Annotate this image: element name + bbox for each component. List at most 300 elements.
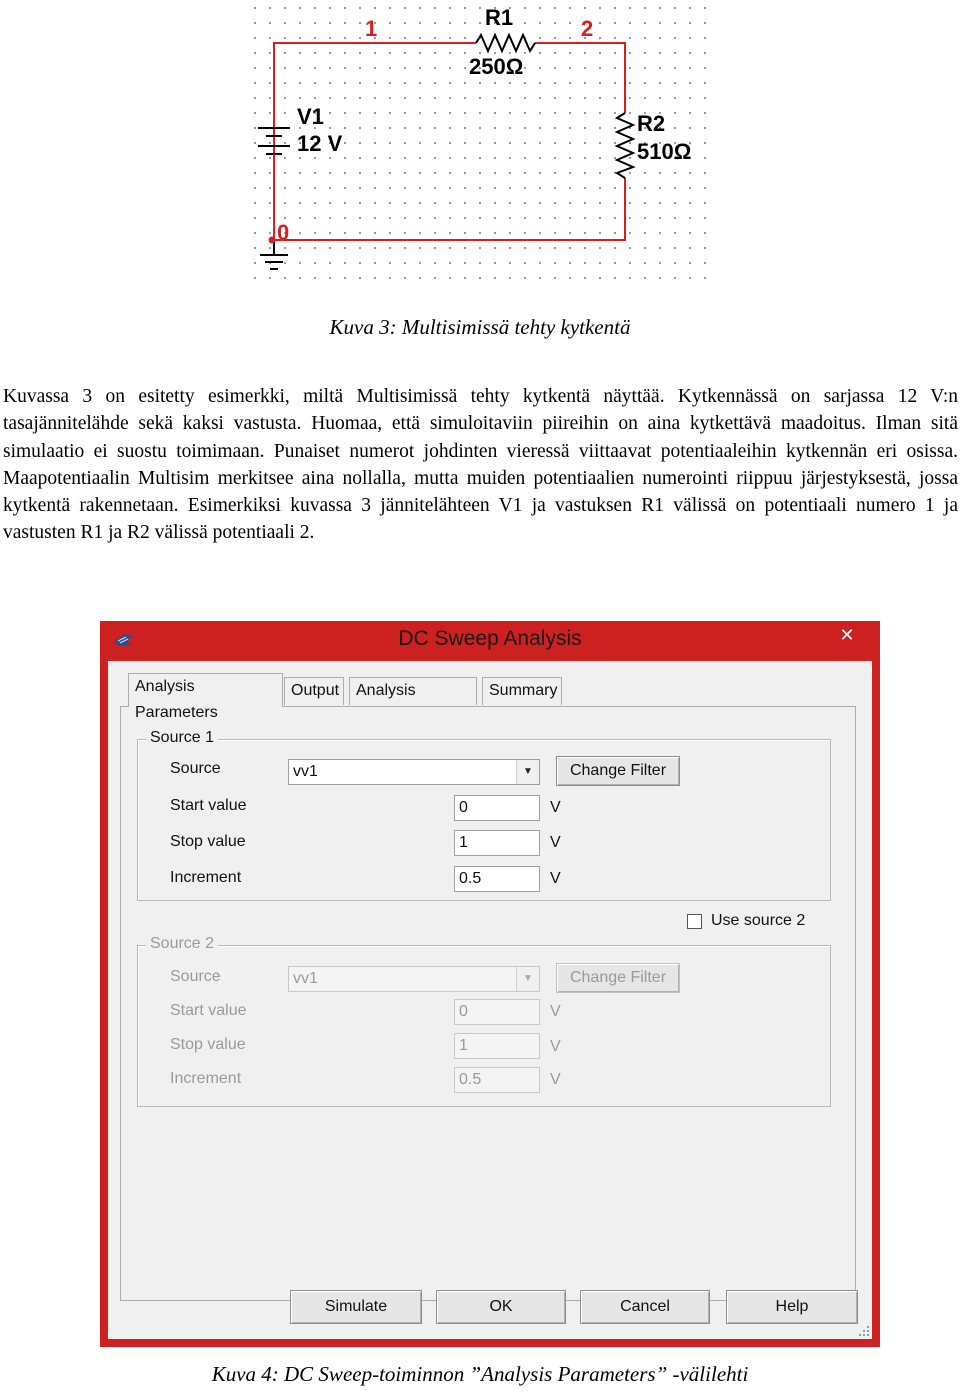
grid-dot xyxy=(434,67,436,69)
paragraph-text: Kuvassa 3 on esitetty esimerkki, miltä Multisimissä tehty kytkentä näyttää. Kytkennässä on sarjassa 12 V:n tasajännitelähde sekä kaksi vastusta. Huomaa, että simuloitaviin piireihin on aina kytkettävä maadoitus. Ilman sitä simulaatio ei suostu toimimaan. Punaiset numerot johdinten vieressä viittaavat potentiaaleihin kytkennän eri osissa. Maapotentiaalin Multisim merkitsee aina nollalla, mutta muiden potentiaalien numerointi riippuu järjestyksestä, jossa kytkentä rakennetaan. Esimerkiksi kuvassa 3 jännitelähteen V1 ja vastuksen R1 välissä on potentiaali numero 1 ja vastusten R1 ja R2 välissä potentiaali 2. xyxy=(3,386,958,544)
grid-dot xyxy=(674,172,676,174)
grid-dot xyxy=(464,52,466,54)
grid-dot xyxy=(539,67,541,69)
grid-dot xyxy=(404,187,406,189)
grid-dot xyxy=(509,247,511,249)
grid-dot xyxy=(689,217,691,219)
grid-dot xyxy=(554,157,556,159)
grid-dot xyxy=(434,202,436,204)
grid-dot xyxy=(674,127,676,129)
grid-dot xyxy=(314,37,316,39)
grid-dot xyxy=(659,52,661,54)
grid-dot xyxy=(599,52,601,54)
grid-dot xyxy=(599,157,601,159)
grid-dot xyxy=(434,142,436,144)
grid-dot xyxy=(674,232,676,234)
grid-dot xyxy=(554,232,556,234)
grid-dot xyxy=(569,202,571,204)
grid-dot xyxy=(584,7,586,9)
grid-dot xyxy=(674,277,676,279)
grid-dot xyxy=(389,97,391,99)
grid-dot xyxy=(479,142,481,144)
grid-dot xyxy=(344,202,346,204)
grid-dot xyxy=(704,142,706,144)
grid-dot xyxy=(359,277,361,279)
grid-dot xyxy=(704,22,706,24)
source1-increment-label: Increment xyxy=(170,869,242,886)
grid-dot xyxy=(254,262,256,264)
grid-dot xyxy=(419,127,421,129)
grid-dot xyxy=(584,157,586,159)
grid-dot xyxy=(494,112,496,114)
grid-dot xyxy=(344,217,346,219)
grid-dot xyxy=(524,157,526,159)
grid-dot xyxy=(299,82,301,84)
grid-dot xyxy=(704,7,706,9)
grid-dot xyxy=(569,82,571,84)
grid-dot xyxy=(614,247,616,249)
simulate-button[interactable]: Simulate xyxy=(290,1290,422,1324)
grid-dot xyxy=(434,127,436,129)
grid-dot xyxy=(569,52,571,54)
resize-grip-icon[interactable] xyxy=(856,1323,870,1337)
change-filter-button-source2[interactable]: Change Filter xyxy=(556,963,680,993)
grid-dot xyxy=(449,232,451,234)
grid-dot xyxy=(644,37,646,39)
grid-dot xyxy=(254,232,256,234)
grid-dot xyxy=(329,112,331,114)
grid-dot xyxy=(599,187,601,189)
grid-dot xyxy=(554,127,556,129)
grid-dot xyxy=(569,172,571,174)
grid-dot xyxy=(704,157,706,159)
grid-dot xyxy=(584,97,586,99)
grid-dot xyxy=(644,97,646,99)
grid-dot xyxy=(554,37,556,39)
grid-dot xyxy=(629,52,631,54)
grid-dot xyxy=(584,187,586,189)
grid-dot xyxy=(704,82,706,84)
grid-dot xyxy=(284,22,286,24)
chevron-down-icon[interactable]: ▼ xyxy=(516,967,539,991)
grid-dot xyxy=(569,7,571,9)
grid-dot xyxy=(659,172,661,174)
grid-dot xyxy=(374,97,376,99)
grid-dot xyxy=(614,112,616,114)
grid-dot xyxy=(269,217,271,219)
grid-dot xyxy=(674,52,676,54)
grid-dot xyxy=(659,277,661,279)
grid-dot xyxy=(674,97,676,99)
grid-dot xyxy=(344,52,346,54)
dc-sweep-dialog xyxy=(100,621,880,1347)
grid-dot xyxy=(554,52,556,54)
grid-dot xyxy=(359,97,361,99)
grid-dot xyxy=(479,97,481,99)
grid-dot xyxy=(314,262,316,264)
grid-dot xyxy=(419,277,421,279)
grid-dot xyxy=(254,82,256,84)
grid-dot xyxy=(689,172,691,174)
grid-dot xyxy=(419,247,421,249)
grid-dot xyxy=(449,157,451,159)
grid-dot xyxy=(689,202,691,204)
grid-dot xyxy=(389,202,391,204)
grid-dot xyxy=(569,22,571,24)
grid-dot xyxy=(434,262,436,264)
grid-dot xyxy=(404,82,406,84)
grid-dot xyxy=(494,202,496,204)
grid-dot xyxy=(539,202,541,204)
grid-dot xyxy=(314,7,316,9)
grid-dot xyxy=(689,67,691,69)
grid-dot xyxy=(284,262,286,264)
grid-dot xyxy=(269,142,271,144)
grid-dot xyxy=(704,172,706,174)
source1-select[interactable] xyxy=(288,759,540,785)
grid-dot xyxy=(524,82,526,84)
grid-dot xyxy=(539,112,541,114)
r1-value: 250Ω xyxy=(469,54,524,79)
grid-dot xyxy=(644,247,646,249)
grid-dot xyxy=(404,172,406,174)
grid-dot xyxy=(494,97,496,99)
grid-dot xyxy=(374,82,376,84)
grid-dot xyxy=(659,97,661,99)
source2-select[interactable] xyxy=(288,966,540,992)
grid-dot xyxy=(584,202,586,204)
grid-dot xyxy=(539,172,541,174)
grid-dot xyxy=(254,97,256,99)
close-icon: ✕ xyxy=(839,625,855,646)
source2-stop-input[interactable]: 1 xyxy=(454,1033,540,1059)
resistor-r1 xyxy=(476,35,535,51)
help-button[interactable]: Help xyxy=(726,1290,858,1324)
source2-increment-label: Increment xyxy=(170,1070,242,1087)
source1-increment-unit: V xyxy=(550,870,561,887)
v1-value: 12 V xyxy=(297,131,343,156)
grid-dot xyxy=(329,97,331,99)
grid-dot xyxy=(419,157,421,159)
grid-dot xyxy=(524,262,526,264)
grid-dot xyxy=(554,82,556,84)
grid-dot xyxy=(464,127,466,129)
use-source2-checkbox[interactable] xyxy=(687,914,702,929)
grid-dot xyxy=(254,217,256,219)
source1-group-title: Source 1 xyxy=(146,729,218,747)
grid-dot xyxy=(479,232,481,234)
grid-dot xyxy=(644,52,646,54)
grid-dot xyxy=(524,127,526,129)
grid-dot xyxy=(254,247,256,249)
grid-dot xyxy=(539,97,541,99)
grid-dot xyxy=(254,127,256,129)
grid-dot xyxy=(479,82,481,84)
grid-dot xyxy=(659,217,661,219)
grid-dot xyxy=(509,262,511,264)
grid-dot xyxy=(614,127,616,129)
grid-dot xyxy=(674,22,676,24)
grid-dot xyxy=(644,262,646,264)
grid-dot xyxy=(599,97,601,99)
grid-dot xyxy=(539,127,541,129)
grid-dot xyxy=(494,247,496,249)
grid-dot xyxy=(254,172,256,174)
grid-dot xyxy=(434,172,436,174)
grid-dot xyxy=(524,247,526,249)
grid-dot xyxy=(599,202,601,204)
grid-dot xyxy=(254,142,256,144)
grid-dot xyxy=(269,202,271,204)
grid-dot xyxy=(524,7,526,9)
grid-dot xyxy=(284,97,286,99)
grid-dot xyxy=(674,217,676,219)
grid-dot xyxy=(449,142,451,144)
ground-node-dot xyxy=(269,237,276,244)
grid-dot xyxy=(629,7,631,9)
grid-dot xyxy=(599,142,601,144)
grid-dot xyxy=(389,127,391,129)
grid-dot xyxy=(554,262,556,264)
grid-dot xyxy=(674,187,676,189)
grid-dot xyxy=(524,232,526,234)
grid-dot xyxy=(374,172,376,174)
grid-dot xyxy=(329,127,331,129)
grid-dot xyxy=(539,22,541,24)
grid-dot xyxy=(389,172,391,174)
grid-dot xyxy=(509,97,511,99)
grid-dot xyxy=(329,277,331,279)
grid-dot xyxy=(449,217,451,219)
grid-dot xyxy=(689,127,691,129)
grid-dot xyxy=(389,232,391,234)
grid-dot xyxy=(329,22,331,24)
grid-dot xyxy=(254,67,256,69)
grid-dot xyxy=(269,247,271,249)
grid-dot xyxy=(584,172,586,174)
grid-dot xyxy=(674,82,676,84)
resistor-r2 xyxy=(617,113,633,178)
source2-start-input[interactable]: 0 xyxy=(454,999,540,1025)
grid-dot xyxy=(614,82,616,84)
grid-dot xyxy=(449,202,451,204)
grid-dot xyxy=(524,22,526,24)
grid-dot xyxy=(269,172,271,174)
grid-dot xyxy=(464,157,466,159)
grid-dot xyxy=(299,7,301,9)
grid-dot xyxy=(689,82,691,84)
close-button[interactable] xyxy=(824,622,870,650)
grid-dot xyxy=(314,217,316,219)
grid-dot xyxy=(299,217,301,219)
grid-dot xyxy=(299,172,301,174)
grid-dot xyxy=(434,112,436,114)
grid-dot xyxy=(359,37,361,39)
grid-dot xyxy=(584,277,586,279)
grid-dot xyxy=(614,217,616,219)
grid-dot xyxy=(584,52,586,54)
grid-dot xyxy=(329,232,331,234)
r2-value: 510Ω xyxy=(637,139,692,164)
grid-dot xyxy=(569,157,571,159)
grid-dot xyxy=(629,277,631,279)
tab-analysis-options[interactable]: Analysis xyxy=(349,677,477,705)
grid-dot xyxy=(464,22,466,24)
grid-dot xyxy=(299,157,301,159)
grid-dot xyxy=(599,277,601,279)
cancel-button[interactable]: Cancel xyxy=(580,1290,710,1324)
grid-dot xyxy=(614,67,616,69)
grid-dot xyxy=(374,112,376,114)
grid-dot xyxy=(254,202,256,204)
grid-dot xyxy=(599,7,601,9)
grid-dot xyxy=(329,67,331,69)
source1-stop-input[interactable]: 1 xyxy=(454,830,540,856)
grid-dot xyxy=(614,7,616,9)
grid-dot xyxy=(269,277,271,279)
grid-dot xyxy=(269,97,271,99)
source1-start-input[interactable]: 0 xyxy=(454,795,540,821)
tab-summary[interactable]: Summary xyxy=(482,677,562,705)
grid-dot xyxy=(344,142,346,144)
source2-stop-label: Stop value xyxy=(170,1036,246,1053)
grid-dot xyxy=(644,202,646,204)
grid-dot xyxy=(344,112,346,114)
grid-dot xyxy=(374,52,376,54)
grid-dot xyxy=(389,217,391,219)
grid-dot xyxy=(629,262,631,264)
source1-increment-input[interactable]: 0.5 xyxy=(454,866,540,892)
v1-name: V1 xyxy=(297,104,324,129)
grid-dot xyxy=(629,97,631,99)
grid-dot xyxy=(254,157,256,159)
grid-dot xyxy=(599,247,601,249)
grid-dot xyxy=(329,187,331,189)
grid-dot xyxy=(479,202,481,204)
grid-dot xyxy=(554,97,556,99)
grid-dot xyxy=(419,262,421,264)
grid-dot xyxy=(464,97,466,99)
grid-dot xyxy=(494,187,496,189)
grid-dot xyxy=(299,52,301,54)
grid-dot xyxy=(599,127,601,129)
grid-dot xyxy=(704,247,706,249)
grid-dot xyxy=(449,52,451,54)
grid-dot xyxy=(629,82,631,84)
grid-dot xyxy=(284,187,286,189)
grid-dot xyxy=(269,82,271,84)
source2-source-label: Source xyxy=(170,968,221,985)
grid-dot xyxy=(299,22,301,24)
grid-dot xyxy=(284,37,286,39)
grid-dot xyxy=(344,22,346,24)
grid-dot xyxy=(614,202,616,204)
grid-dot xyxy=(434,82,436,84)
source2-start-unit: V xyxy=(550,1003,561,1020)
grid-dot xyxy=(674,202,676,204)
grid-dot xyxy=(269,7,271,9)
grid-dot xyxy=(314,277,316,279)
source2-increment-input[interactable]: 0.5 xyxy=(454,1067,540,1093)
grid-dot xyxy=(404,112,406,114)
grid-dot xyxy=(629,112,631,114)
chevron-down-icon[interactable]: ▼ xyxy=(516,760,539,784)
grid-dot xyxy=(404,247,406,249)
grid-dot xyxy=(584,247,586,249)
grid-dot xyxy=(644,67,646,69)
grid-dot xyxy=(569,232,571,234)
grid-dot xyxy=(539,262,541,264)
use-source2-label[interactable]: Use source 2 xyxy=(711,912,806,929)
grid-dot xyxy=(479,7,481,9)
grid-dot xyxy=(269,187,271,189)
grid-dot xyxy=(509,112,511,114)
grid-dot xyxy=(419,82,421,84)
grid-dot xyxy=(314,97,316,99)
grid-dot xyxy=(599,262,601,264)
grid-dot xyxy=(494,262,496,264)
grid-dot xyxy=(269,232,271,234)
grid-dot xyxy=(464,82,466,84)
grid-dot xyxy=(644,82,646,84)
grid-dot xyxy=(659,262,661,264)
grid-dot xyxy=(569,112,571,114)
ok-button[interactable]: OK xyxy=(436,1290,566,1324)
grid-dot xyxy=(599,22,601,24)
grid-dot xyxy=(404,142,406,144)
grid-dot xyxy=(419,187,421,189)
grid-dot xyxy=(464,172,466,174)
grid-dot xyxy=(299,277,301,279)
grid-dot xyxy=(344,277,346,279)
dialog-client xyxy=(108,661,872,1339)
grid-dot xyxy=(704,52,706,54)
grid-dot xyxy=(374,7,376,9)
grid-dot xyxy=(344,97,346,99)
grid-dot xyxy=(494,127,496,129)
tab-output[interactable]: Output xyxy=(284,677,344,705)
grid-dot xyxy=(449,7,451,9)
grid-dot xyxy=(359,187,361,189)
dialog-title: DC Sweep Analysis xyxy=(398,627,582,650)
grid-dot xyxy=(299,67,301,69)
grid-dot xyxy=(614,142,616,144)
grid-dot xyxy=(524,202,526,204)
grid-dot xyxy=(629,202,631,204)
grid-dot xyxy=(404,22,406,24)
tab-analysis-parameters[interactable]: Analysis Parameters xyxy=(128,673,283,707)
grid-dot xyxy=(404,157,406,159)
grid-dot xyxy=(389,277,391,279)
grid-dot xyxy=(524,112,526,114)
grid-dot xyxy=(269,67,271,69)
grid-dot xyxy=(314,67,316,69)
grid-dot xyxy=(539,232,541,234)
node-label-2: 2 xyxy=(581,16,594,41)
grid-dot xyxy=(314,52,316,54)
grid-dot xyxy=(359,7,361,9)
source2-start-label: Start value xyxy=(170,1002,247,1019)
title-bar[interactable] xyxy=(100,621,880,661)
grid-dot xyxy=(509,277,511,279)
grid-dot xyxy=(359,22,361,24)
grid-dot xyxy=(419,52,421,54)
grid-dot xyxy=(509,142,511,144)
grid-dot xyxy=(674,7,676,9)
grid-dot xyxy=(299,247,301,249)
grid-dot xyxy=(464,7,466,9)
change-filter-button[interactable]: Change Filter xyxy=(556,756,680,786)
